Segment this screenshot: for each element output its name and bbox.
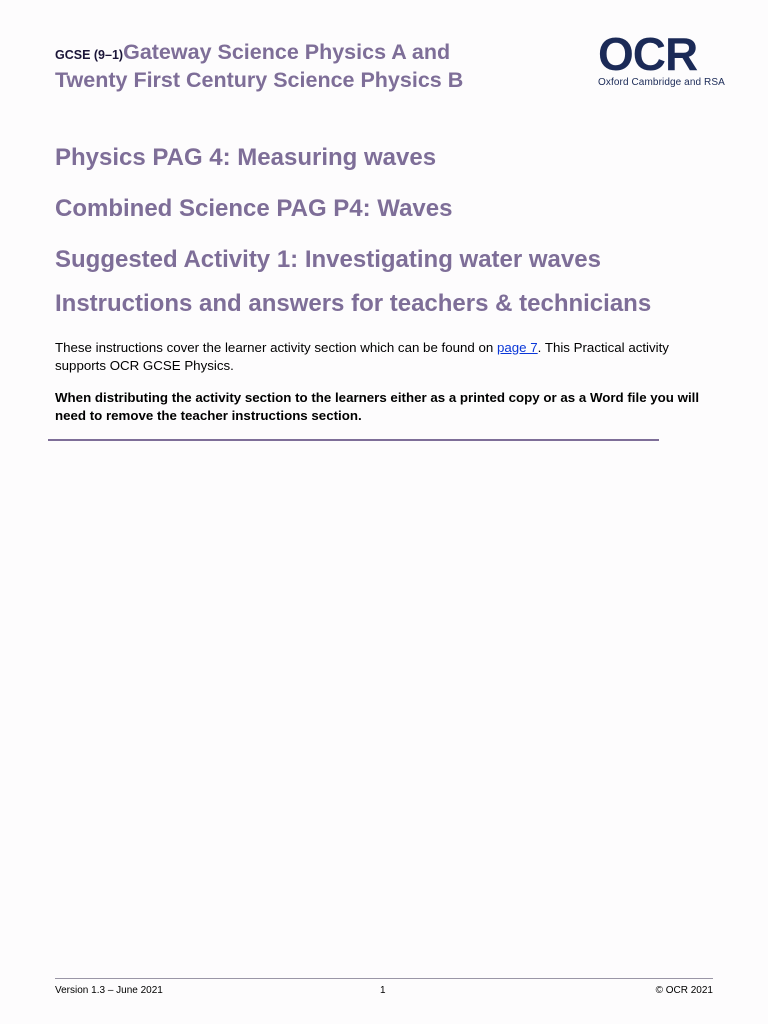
intro-text-after: . This Practical activity supports OCR GCSE Physics. bbox=[55, 340, 669, 373]
distribution-warning: When distributing the activity section to the learners either as a printed copy or as a Word file you will need to remove the teacher instructions section. bbox=[55, 390, 700, 423]
section-divider bbox=[48, 439, 659, 441]
heading-suggested-activity: Suggested Activity 1: Investigating water waves bbox=[55, 246, 601, 273]
footer-divider bbox=[55, 978, 713, 979]
document-header bbox=[55, 40, 575, 93]
intro-text-before: These instructions cover the learner activity section which can be found on bbox=[55, 340, 497, 355]
footer-version: Version 1.3 – June 2021 bbox=[55, 985, 163, 996]
heading-combined-science: Combined Science PAG P4: Waves bbox=[55, 195, 453, 222]
heading-instructions: Instructions and answers for teachers & technicians bbox=[55, 290, 652, 317]
ocr-wordmark: OCR bbox=[598, 28, 698, 80]
ocr-tagline: Oxford Cambridge and RSA bbox=[598, 77, 725, 88]
page-7-link[interactable]: page 7 bbox=[497, 340, 538, 355]
footer-copyright: © OCR 2021 bbox=[655, 985, 713, 996]
header-title-line1: Gateway Science Physics A and bbox=[123, 40, 451, 64]
ocr-logo bbox=[598, 28, 733, 88]
footer-page-number: 1 bbox=[380, 985, 386, 996]
intro-paragraph bbox=[55, 339, 720, 375]
gcse-label: GCSE (9–1) bbox=[55, 48, 124, 62]
heading-physics-pag: Physics PAG 4: Measuring waves bbox=[55, 144, 437, 171]
header-title-line2: Twenty First Century Science Physics B bbox=[55, 68, 464, 92]
